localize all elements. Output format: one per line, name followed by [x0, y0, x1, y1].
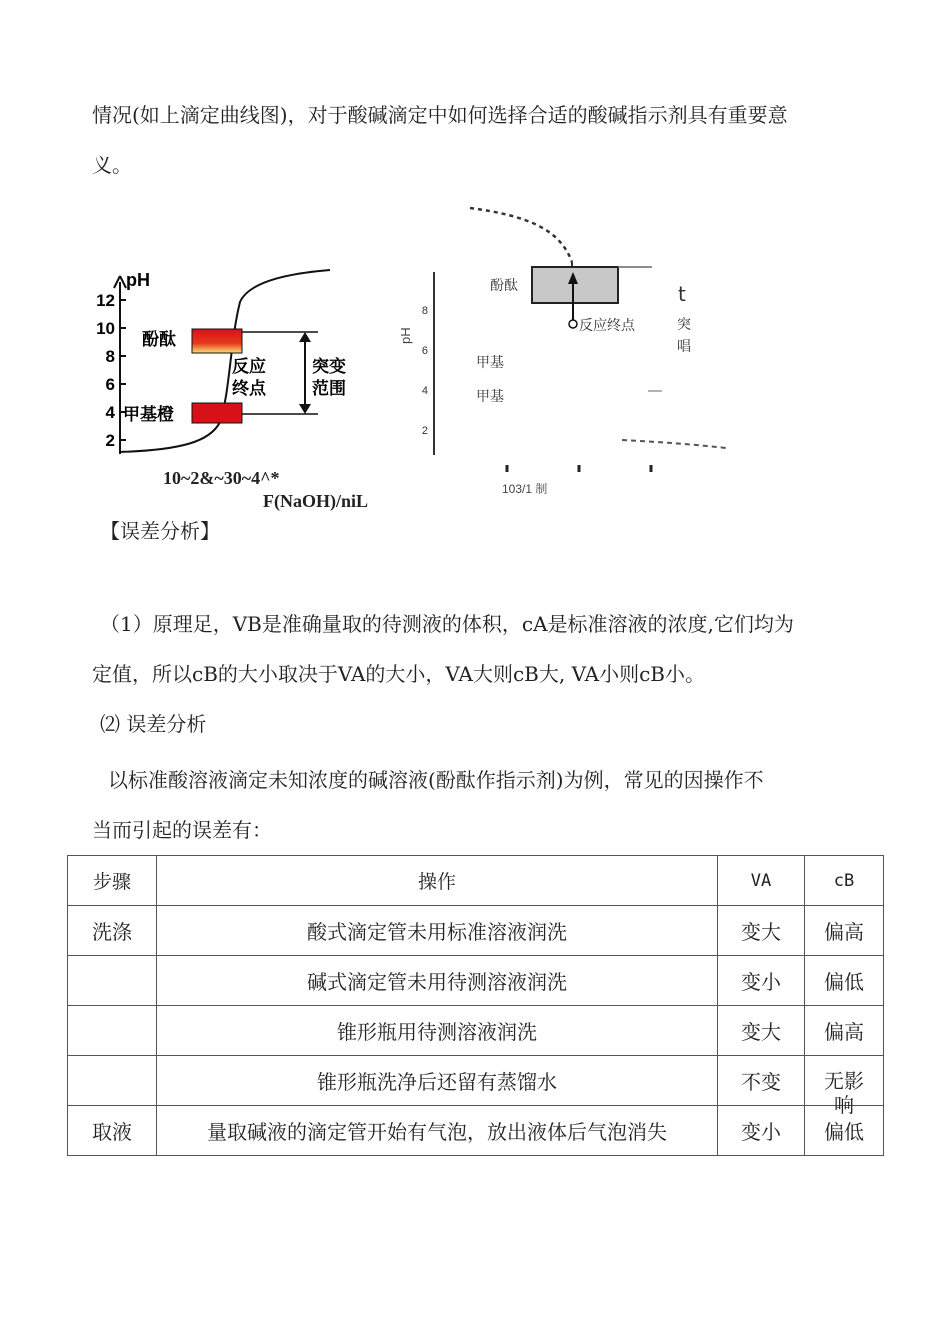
row-cb: 偏低	[805, 1106, 884, 1156]
left-right-label-2: 范围	[312, 379, 346, 399]
right-indicator-2: 甲基	[476, 389, 504, 405]
left-box-bottom-label: 甲基橙	[123, 405, 174, 425]
principle-line-1: （1）原理足，VB是准确量取的待测液的体积，cA是标准溶液的浓度,它们均为	[100, 612, 794, 636]
titration-curve-left	[90, 262, 370, 462]
left-right-label-1: 突变	[312, 357, 346, 377]
row-step	[68, 956, 157, 1006]
row-va: 变小	[718, 956, 805, 1006]
right-x-caption: 103/1 制	[502, 482, 548, 496]
right-ytick: 8	[421, 305, 428, 317]
row-va: 变大	[718, 906, 805, 956]
left-ytick: 6	[105, 375, 115, 394]
row-va: 变大	[718, 1006, 805, 1056]
right-box-label: 酚酞	[490, 278, 518, 294]
error-table	[67, 855, 884, 1156]
header-step: 步骤	[68, 856, 157, 906]
right-side-label-3: 唱	[677, 339, 691, 355]
row-step	[68, 1006, 157, 1056]
row-operation: 碱式滴定管未用待测溶液润洗	[157, 956, 718, 1006]
row-step: 洗涤	[68, 906, 157, 956]
row-cb: 偏高	[805, 1006, 884, 1056]
table-row	[68, 956, 884, 1006]
example-line-2: 当而引起的误差有：	[92, 818, 272, 842]
right-endpoint-label: 反应终点	[579, 318, 635, 334]
right-phenolphthalein-box	[532, 267, 618, 303]
row-va: 变小	[718, 1106, 805, 1156]
left-ytick: 2	[105, 431, 115, 450]
table-row	[68, 1056, 884, 1106]
row-operation: 锥形瓶用待测溶液润洗	[157, 1006, 718, 1056]
intro-line-2: 义。	[92, 153, 132, 177]
table-row	[68, 1006, 884, 1056]
row-step: 取液	[68, 1106, 157, 1156]
titration-curve-right	[390, 200, 730, 495]
header-operation: 操作	[157, 856, 718, 906]
principle-line-2: 定值，所以cB的大小取决于VA的大小，VA大则cB大, VA小则cB小。	[92, 662, 705, 686]
left-ytick: 4	[105, 403, 115, 422]
table-row	[68, 1106, 884, 1156]
right-ytick: 4	[421, 385, 428, 397]
right-ylabel: pH	[398, 327, 413, 344]
header-cb: cB	[805, 856, 884, 906]
left-xlabel: F(NaOH)/niL	[263, 491, 369, 511]
row-cb: 无影响	[824, 1069, 864, 1118]
row-cb: 偏高	[805, 906, 884, 956]
section-title: 【误差分析】	[100, 519, 220, 543]
example-line-1: 以标准酸溶液滴定未知浓度的碱溶液(酚酞作指示剂)为例，常见的因操作不	[108, 768, 764, 792]
error-analysis-heading: ⑵ 误差分析	[100, 712, 207, 736]
left-middle-label-2: 终点	[232, 379, 266, 399]
row-operation: 量取碱液的滴定管开始有气泡，放出液体后气泡消失	[157, 1106, 718, 1156]
left-ytick: 12	[96, 291, 115, 310]
methyl-orange-range-box	[192, 403, 242, 423]
right-curve-top	[470, 208, 572, 262]
left-box-top-label: 酚酞	[142, 330, 176, 350]
phenolphthalein-range-box	[192, 329, 242, 353]
row-cb: 偏低	[805, 956, 884, 1006]
right-ytick: 2	[421, 425, 428, 437]
right-indicator-1: 甲基	[476, 355, 504, 371]
row-va: 不变	[718, 1056, 805, 1106]
right-curve-bottom	[622, 440, 726, 448]
header-va: VA	[718, 856, 805, 906]
left-xticks-caption: 10~2&~30~4^*	[163, 468, 280, 488]
right-ytick: 6	[421, 345, 428, 357]
row-operation: 锥形瓶洗净后还留有蒸馏水	[157, 1056, 718, 1106]
row-step	[68, 1056, 157, 1106]
table-header-row	[68, 856, 884, 906]
left-ytick: 10	[96, 319, 115, 338]
right-side-label-1: t	[678, 282, 686, 306]
left-ylabel: pH	[126, 270, 150, 290]
left-ytick: 8	[105, 347, 115, 366]
right-side-label-2: 突	[677, 317, 691, 333]
left-middle-label-1: 反应	[232, 357, 266, 377]
intro-line-1: 情况(如上滴定曲线图)，对于酸碱滴定中如何选择合适的酸碱指示剂具有重要意	[92, 103, 788, 127]
table-row	[68, 906, 884, 956]
row-operation: 酸式滴定管未用标准溶液润洗	[157, 906, 718, 956]
